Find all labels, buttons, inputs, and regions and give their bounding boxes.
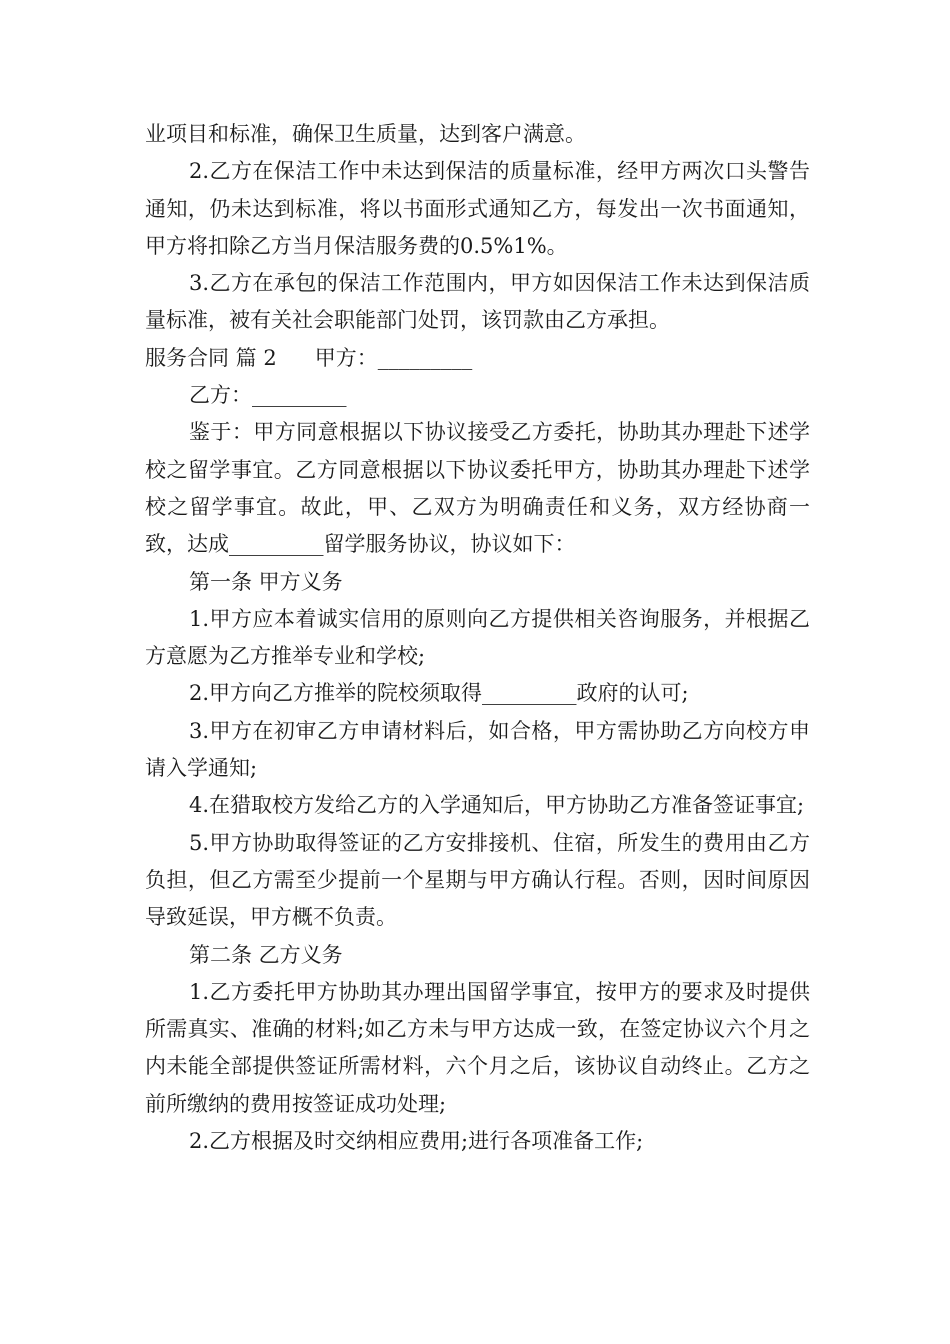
article-2-heading: 第二条 乙方义务 bbox=[189, 942, 343, 967]
party-b-field: 乙方：_________ bbox=[189, 383, 347, 408]
paragraph-clause-3: 3.乙方在承包的保洁工作范围内，甲方如因保洁工作未达到保洁质量标准，被有关社会职能部门处罚，该罚款由乙方承担。 bbox=[145, 271, 810, 333]
party-a-field: 甲方：_________ bbox=[314, 345, 473, 370]
contract-2-heading bbox=[145, 340, 810, 377]
document-body bbox=[145, 116, 810, 1160]
article-2-item-2: 2.乙方根据及时交纳相应费用;进行各项准备工作; bbox=[189, 1129, 644, 1154]
contract-2-title: 服务合同 篇 2 bbox=[145, 345, 277, 370]
article-1-item-4: 4.在猎取校方发给乙方的入学通知后，甲方协助乙方准备签证事宜; bbox=[189, 793, 805, 818]
article-1-item-5: 5.甲方协助取得签证的乙方安排接机、住宿，所发生的费用由乙方负担，但乙方需至少提前一个星期与甲方确认行程。否则，因时间原因导致延误，甲方概不负责。 bbox=[145, 830, 810, 930]
article-1-heading: 第一条 甲方义务 bbox=[189, 569, 343, 594]
paragraph-whereas: 鉴于：甲方同意根据以下协议接受乙方委托，协助其办理赴下述学校之留学事宜。乙方同意根据以下协议委托甲方，协助其办理赴下述学校之留学事宜。故此，甲、乙双方为明确责任和义务，双方经协商一致，达成_________留学服务协议，协议如下： bbox=[145, 420, 810, 557]
article-1-item-3: 3.甲方在初审乙方申请材料后，如合格，甲方需协助乙方向校方申请入学通知; bbox=[145, 718, 810, 781]
paragraph-clause-2: 2.乙方在保洁工作中未达到保洁的质量标准，经甲方两次口头警告通知，仍未达到标准，将以书面形式通知乙方，每发出一次书面通知，甲方将扣除乙方当月保洁服务费的0.5%1%。 bbox=[145, 159, 810, 258]
article-2-item-1: 1.乙方委托甲方协助其办理出国留学事宜，按甲方的要求及时提供所需真实、准确的材料;如乙方未与甲方达成一致，在签定协议六个月之内未能全部提供签证所需材料，六个月之后，该协议自动终止。乙方之前所缴纳的费用按签证成功处理; bbox=[145, 979, 810, 1116]
paragraph-continued: 业项目和标准，确保卫生质量，达到客户满意。 bbox=[145, 122, 586, 146]
article-1-item-2: 2.甲方向乙方推举的院校须取得_________政府的认可; bbox=[189, 681, 689, 706]
article-1-item-1: 1.甲方应本着诚实信用的原则向乙方提供相关咨询服务，并根据乙方意愿为乙方推举专业和学校; bbox=[145, 606, 810, 669]
